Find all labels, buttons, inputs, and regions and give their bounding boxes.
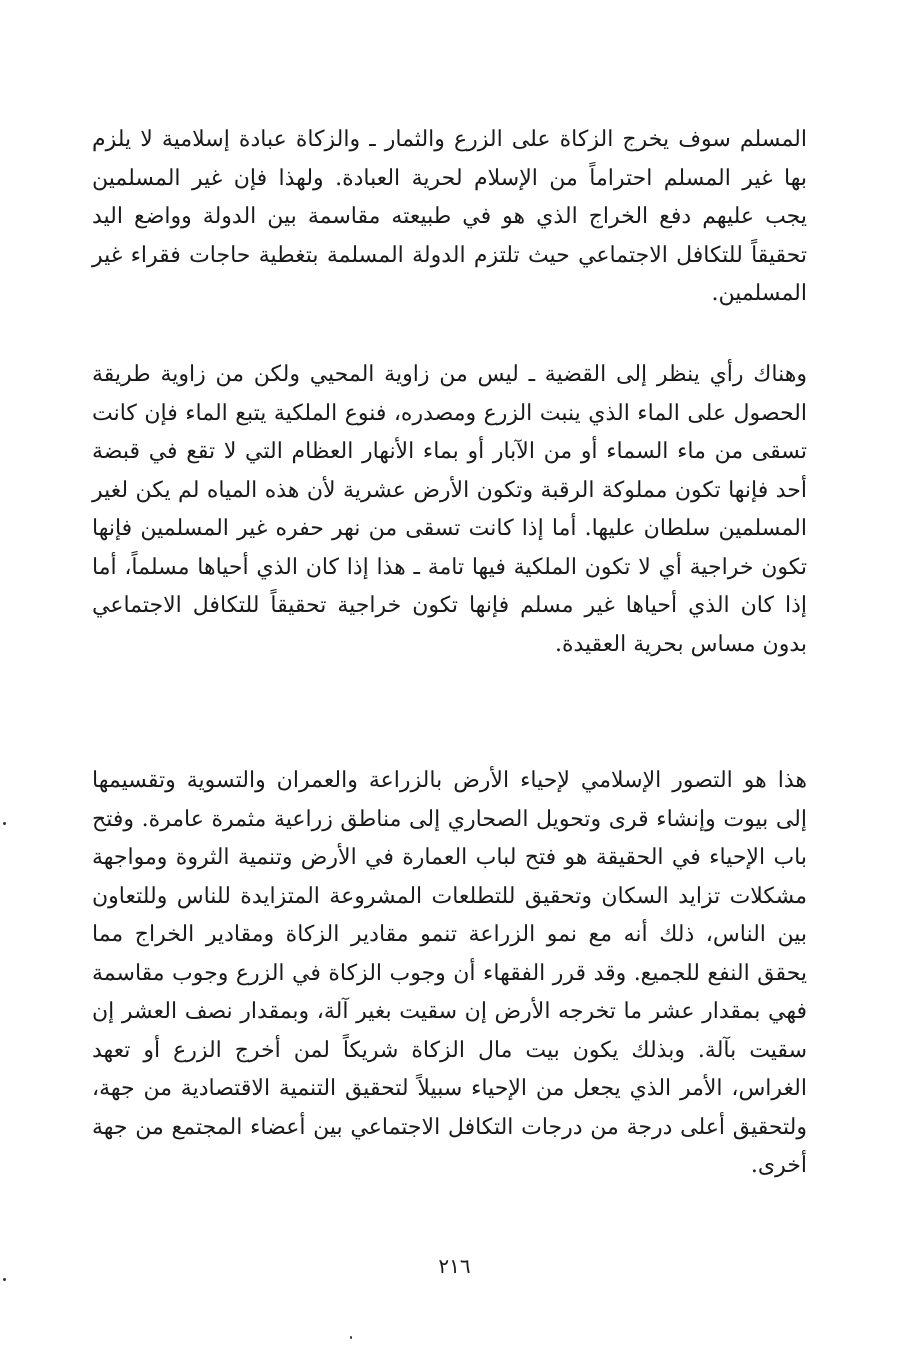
page-number: ٢١٦ [438, 1254, 471, 1278]
paragraph-water-ownership: وهناك رأي ينظر إلى القضية ـ ليس من زاوية المحيي ولكن من زاوية طريقة الحصول على الماء الذي ينبت الزرع ومصدره، فنوع الملكية يتبع الماء فإن كانت تسقى من ماء السماء أو من الآبار أو بماء الأنهار العظام التي لا تقع في قبضة أحد فإنها تكون مملوكة الرقبة وتكون الأرض عشرية لأن هذه المياه لم يكن لغير المسلمين سلطان عليها. أما إذا كانت تسقى من نهر حفره غير المسلمين فإنها تكون خراجية أي لا تكون الملكية فيها تامة ـ هذا إذا كان الذي أحياها مسلماً، أما إذا كان الذي أحياها غير مسلم فإنها تكون خراجية تحقيقاً للتكافل الاجتماعي بدون مساس بحرية العقيدة. [92, 362, 807, 657]
scan-speck [3, 1278, 6, 1281]
paragraph-land-revival: هذا هو التصور الإسلامي لإحياء الأرض بالزراعة والعمران والتسوية وتقسيمها إلى بيوت وإنشاء قرى وتحويل الصحاري إلى مناطق زراعية مثمرة عامرة. وفتح باب الإحياء في الحقيقة هو فتح لباب العمارة في الأرض وتنمية الثروة ومواجهة مشكلات تزايد السكان وتحقيق للتطلعات المشروعة المتزايدة للناس وللتعاون بين الناس، ذلك أنه مع نمو الزراعة تنمو مقادير الزكاة ومقادير الخراج مما يحقق النفع للجميع. وقد قرر الفقهاء أن وجوب الزكاة في الزرع وجوب مقاسمة فهي بمقدار عشر ما تخرجه الأرض إن سقيت بغير آلة، وبمقدار نصف العشر إن سقيت بآلة. وبذلك يكون بيت مال الزكاة شريكاً لمن أخرج الزرع أو تعهد الغراس، الأمر الذي يجعل من الإحياء سبيلاً لتحقيق التنمية الاقتصادية من جهة، ولتحقيق أعلى درجة من درجات التكافل الاجتماعي بين أعضاء المجتمع من جهة أخرى. [92, 768, 807, 1178]
paragraph-zakat-kharaj: المسلم سوف يخرج الزكاة على الزرع والثمار ـ والزكاة عبادة إسلامية لا يلزم بها غير المسلم احتراماً من الإسلام لحرية العبادة. ولهذا فإن غير المسلمين يجب عليهم دفع الخراج الذي هو في طبيعته مقاسمة بين الدولة وواضع اليد تحقيقاً للتكافل الاجتماعي حيث تلتزم الدولة المسلمة بتغطية حاجات فقراء غير المسلمين. [92, 127, 807, 306]
scan-speck [350, 1336, 352, 1339]
scan-speck [3, 822, 6, 825]
